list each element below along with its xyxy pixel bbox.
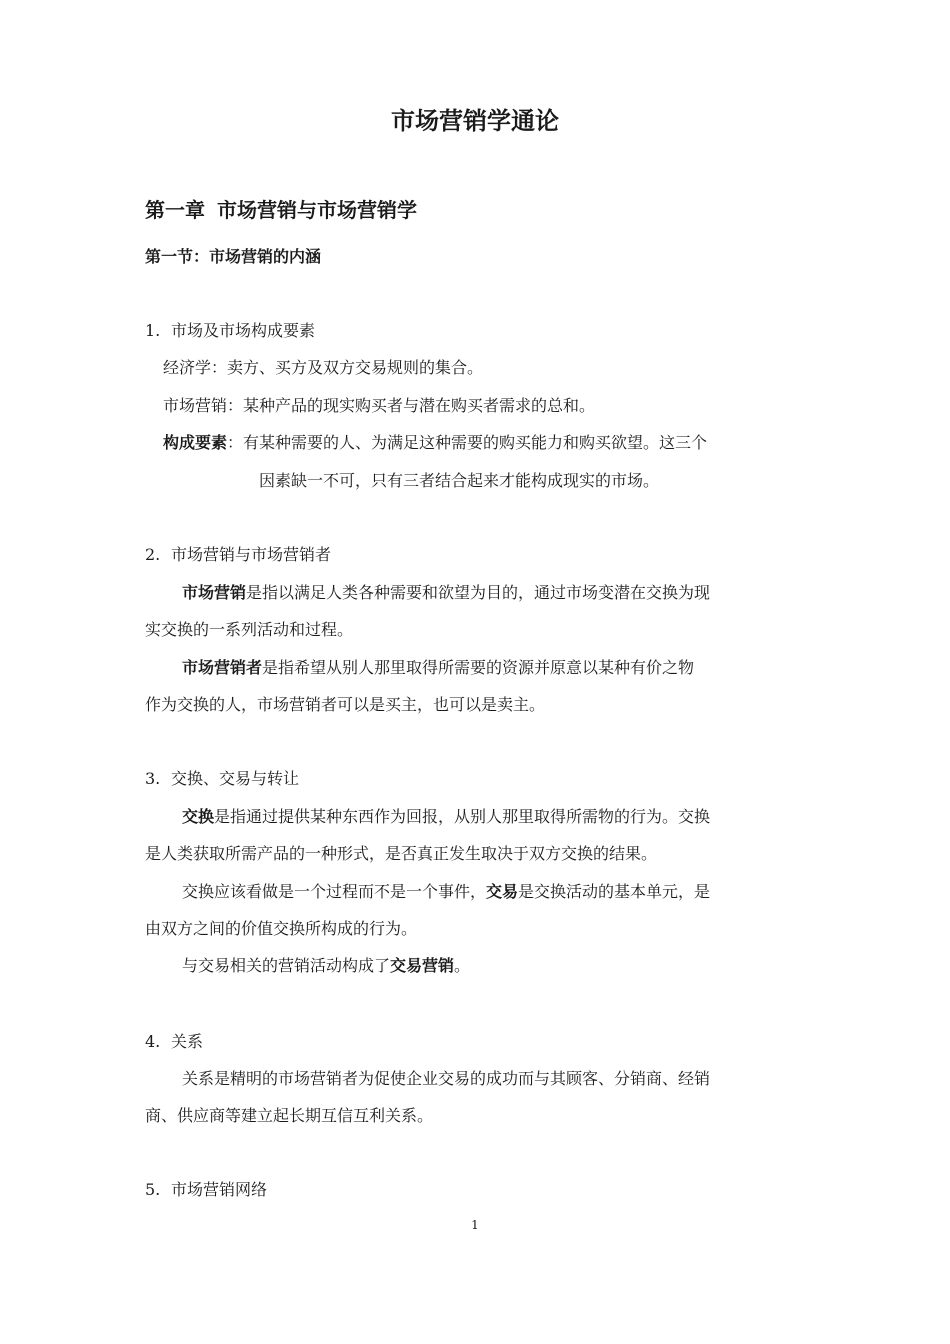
item-number: 1. [145,321,161,340]
paragraph-cont: 实交换的一系列活动和过程。 [145,620,354,639]
paragraph: 关系是精明的市场营销者为促使企业交易的成功而与其顾客、分销商、经销 [182,1069,711,1088]
item-number: 4. [145,1032,161,1051]
item-heading-4 [145,1029,203,1052]
item-title: 市场营销网络 [171,1180,268,1199]
text: 交换应该看做是一个过程而不是一个事件， [182,882,487,901]
paragraph [182,804,710,827]
item-title: 关系 [171,1032,204,1051]
text: 。 [454,956,471,975]
item-heading-3 [145,766,299,789]
paragraph-cont: 由双方之间的价值交换所构成的行为。 [145,919,418,938]
term-bold: 交易营销 [390,956,455,975]
term-bold: 市场营销 [182,583,247,602]
document-title: 市场营销学通论 [391,107,559,135]
paragraph-cont: 是人类获取所需产品的一种形式，是否真正发生取决于双方交换的结果。 [145,844,658,863]
paragraph [182,953,470,976]
item-title: 交换、交易与转让 [171,769,300,788]
section-heading: 第一节：市场营销的内涵 [145,247,322,266]
term-bold: 交易 [486,882,519,901]
item-heading-2 [145,542,331,565]
item-title: 市场及市场构成要素 [171,321,316,340]
term-bold: 市场营销者 [182,658,263,677]
item-heading-5 [145,1177,267,1200]
chapter-heading [145,194,417,223]
item-number: 2. [145,545,161,564]
term-bold: 构成要素 [163,433,228,452]
page-number: 1 [471,1218,479,1232]
term-bold: 交换 [182,807,215,826]
definition-elements [163,430,707,453]
item-number: 3. [145,769,161,788]
definition-elements-cont: 因素缺一不可，只有三者结合起来才能构成现实的市场。 [259,471,660,490]
text: 是交换活动的基本单元，是 [518,882,711,901]
paragraph [182,580,710,603]
text: ：有某种需要的人、为满足这种需要的购买能力和购买欲望。这三个 [227,433,708,452]
item-heading-1 [145,318,315,341]
paragraph [182,655,694,678]
chapter-title: 市场营销与市场营销学 [217,198,417,222]
paragraph [182,879,710,902]
text: 是指以满足人类各种需要和欲望为目的，通过市场变潜在交换为现 [246,583,711,602]
item-title: 市场营销与市场营销者 [171,545,332,564]
definition-economics: 经济学：卖方、买方及双方交易规则的集合。 [163,358,484,377]
item-number: 5. [145,1180,161,1199]
text: 与交易相关的营销活动构成了 [182,956,391,975]
chapter-number: 第一章 [145,198,205,222]
text: 是指希望从别人那里取得所需要的资源并原意以某种有价之物 [262,658,695,677]
definition-marketing: 市场营销：某种产品的现实购买者与潜在购买者需求的总和。 [163,396,596,415]
paragraph-cont: 商、供应商等建立起长期互信互利关系。 [145,1106,434,1125]
text: 是指通过提供某种东西作为回报，从别人那里取得所需物的行为。交换 [214,807,711,826]
paragraph-cont: 作为交换的人，市场营销者可以是买主，也可以是卖主。 [145,695,546,714]
